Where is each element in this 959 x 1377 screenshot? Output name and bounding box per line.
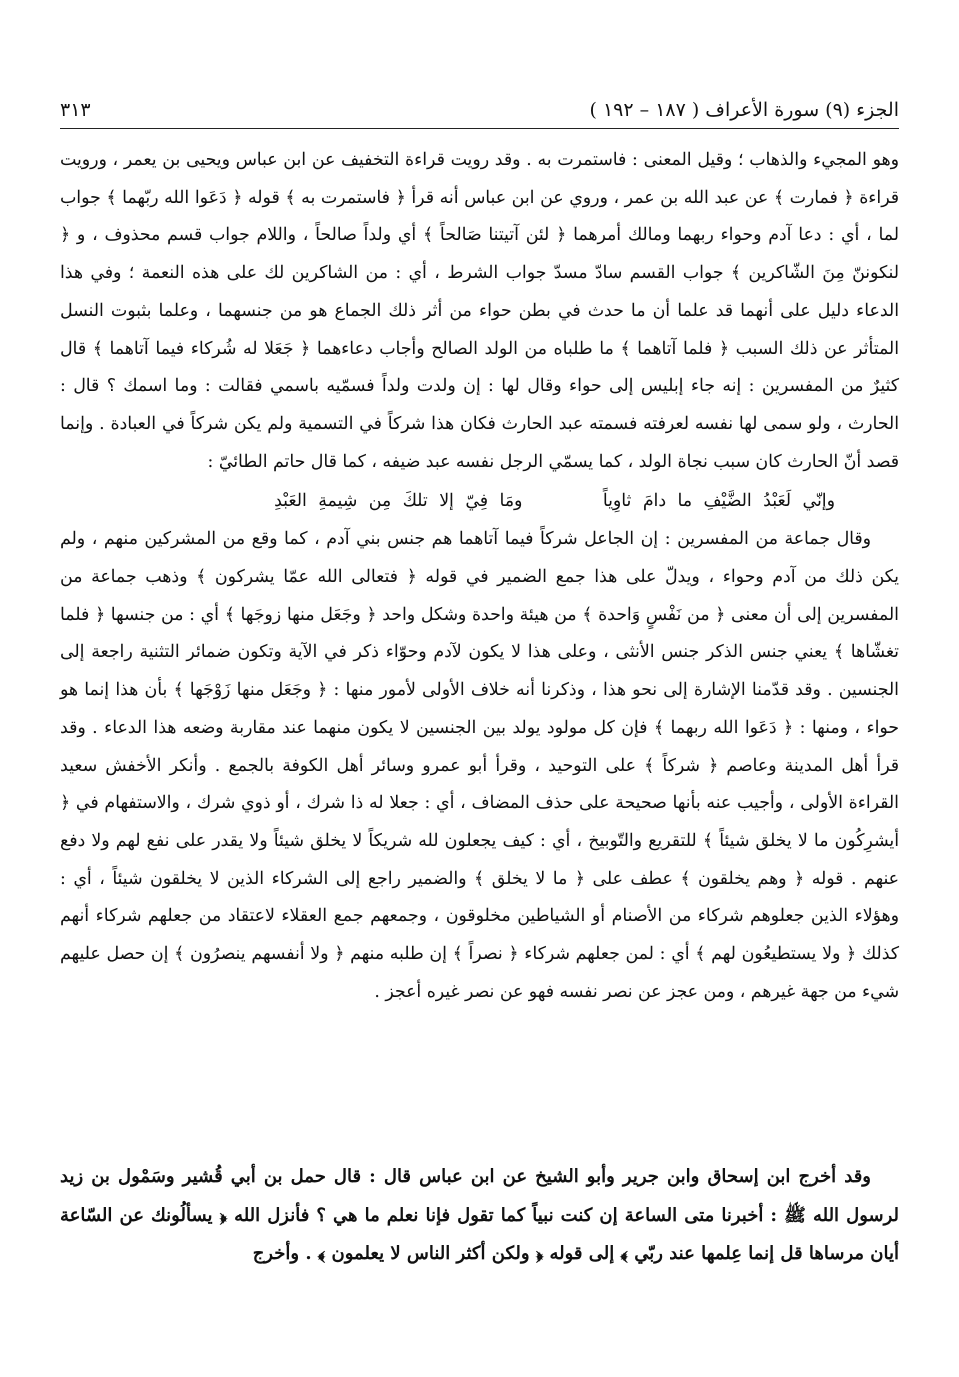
verse-second-hemistich: ومَا فِيّ إلا تلكَ مِن شِيمةِ العَبْدِ <box>274 491 523 512</box>
running-title: الجزء (٩) سورة الأعراف ( ١٨٧ – ١٩٢ ) <box>589 99 899 121</box>
paragraph-1: وهو المجيء والذهاب ؛ وقيل المعنى : فاستمرت به . وقد رويت قراءة التخفيف عن ابن عباس ويحيى بن يعمر ، ورويت قراءة ﴿ فمارت ﴾ عن عبد الله بن عمر ، وروي عن ابن عباس أنه قرأ ﴿ فاستمرت به ﴾ قوله ﴿ دَعَوا الله ربّهما ﴾ جواب لما ، أي : دعا آدم وحواء ربهما ومالك أمرهما ﴿ لئن آتيتنا صَالحاً ﴾ أي ولداً صالحاً ، واللام جواب قسم محذوف ، و ﴿ لنكوننّ مِنَ الشّاكرين ﴾ جواب القسم سادّ مسدّ جواب الشرط ، أي : من الشاكرين لك على هذه النعمة ؛ وفي هذا الدعاء دليل على أنهما قد علما أن ما حدث في بطن حواء من أثر ذلك الجماع هو من جنسهما ، وعلما بثبوت النسل المتأثر عن ذلك السبب ﴿ فلما آتاهما ﴾ ما طلباه من الولد الصالح وأجاب دعاءهما ﴿ جَعَلا له شُركاء فيما آتاهما ﴾ قال كثيرٌ من المفسرين : إنه جاء إبليس إلى حواء وقال لها : إن ولدت ولداً فسمّيه باسمي فقالت : وما اسمك ؟ قال : الحارث ، ولو سمى لها نفسه لعرفته فسمته عبد الحارث فكان هذا شركاً في التسمية ولم يكن شركاً في العبادة . وإنما قصد أنّ الحارث كان سبب نجاة الولد ، كما يسمّي الرجل نفسه عبد ضيفه ، كما قال حاتم الطائيّ : <box>60 150 899 472</box>
main-text <box>60 142 899 1011</box>
page-number: ٣١٣ <box>60 99 91 121</box>
verse-first-hemistich: وإنّي لَعَبْدُ الضَّيْفِ ما دامَ ثاوِياً <box>602 491 835 512</box>
header-divider <box>60 128 899 129</box>
hadith-section <box>60 1158 899 1274</box>
paragraph-3: وقد أخرج ابن إسحاق وابن جرير وأبو الشيخ عن ابن عباس قال : قال حمل بن أبي قُشير وسَمْول بن زيد لرسول الله ﷺ : أخبرنا متى الساعة إن كنت نبياً كما تقول فإنا نعلم ما هي ؟ فأنزل الله ﴿ يسألُونك عن السّاعة أيان مرساها قل إنما عِلمها عند ربّي ﴾ إلى قوله ﴿ ولكن أكثر الناس لا يعلمون ﴾ . وأخرج <box>60 1166 899 1264</box>
page-header <box>60 88 899 122</box>
paragraph-2: وقال جماعة من المفسرين : إن الجاعل شركاً فيما آتاهما هم جنس بني آدم ، كما وقع من المشركين منهم ، ولم يكن ذلك من آدم وحواء ، ويدلّ على هذا جمع الضمير في قوله ﴿ فتعالى الله عمّا يشركون ﴾ وذهب جماعة من المفسرين إلى أن معنى ﴿ من نَفْسٍ وَاحدة ﴾ من هيئة واحدة وشكل واحد ﴿ وجَعَل منها زوجَها ﴾ أي : من جنسها ﴿ فلما تغشّاها ﴾ يعني جنس الذكر جنس الأنثى ، وعلى هذا لا يكون لآدم وحوّاء ذكر في الآية وتكون ضمائر التثنية راجعة إلى الجنسين . وقد قدّمنا الإشارة إلى نحو هذا ، وذكرنا أنه خلاف الأولى لأمور منها : ﴿ وجَعَل منها زَوْجَها ﴾ بأن هذا إنما هو حواء ، ومنها : ﴿ دَعَوا الله ربهما ﴾ فإن كل مولود يولد بين الجنسين لا يكون منهما عند مقاربة وضعه هذا الدعاء . وقد قرأ أهل المدينة وعاصم ﴿ شركاً ﴾ على التوحيد ، وقرأ أبو عمرو وسائر أهل الكوفة بالجمع . وأنكر الأخفش سعيد القراءة الأولى ، وأجيب عنه بأنها صحيحة على حذف المضاف ، أي : جعلا له ذا شرك ، أو ذوي شرك ، والاستفهام في ﴿ أيشرِكُون ما لا يخلق شيئاً ﴾ للتقريع والتّوبيخ ، أي : كيف يجعلون لله شريكاً لا يخلق شيئاً ولا يقدر على نفع لهم ولا دفع عنهم . قوله ﴿ وهم يخلقون ﴾ عطف على ﴿ ما لا يخلق ﴾ والضمير راجع إلى الشركاء الذين لا يخلقون شيئاً ، أي : وهؤلاء الذين جعلوهم شركاء من الأصنام أو الشياطين مخلوقون ، وجمعهم جمع العقلاء لاعتقاد من جعلهم شركاء أنهم كذلك ﴿ ولا يستطيعُون لهم ﴾ أي : لمن جعلهم شركاء ﴿ نصراً ﴾ إن طلبه منهم ﴿ ولا أنفسهم ينصرُون ﴾ إن حصل عليهم شيء من جهة غيرهم ، ومن عجز عن نصر نفسه فهو عن نصر غيره أعجز . <box>60 529 899 1002</box>
poetry-verse <box>60 481 899 521</box>
